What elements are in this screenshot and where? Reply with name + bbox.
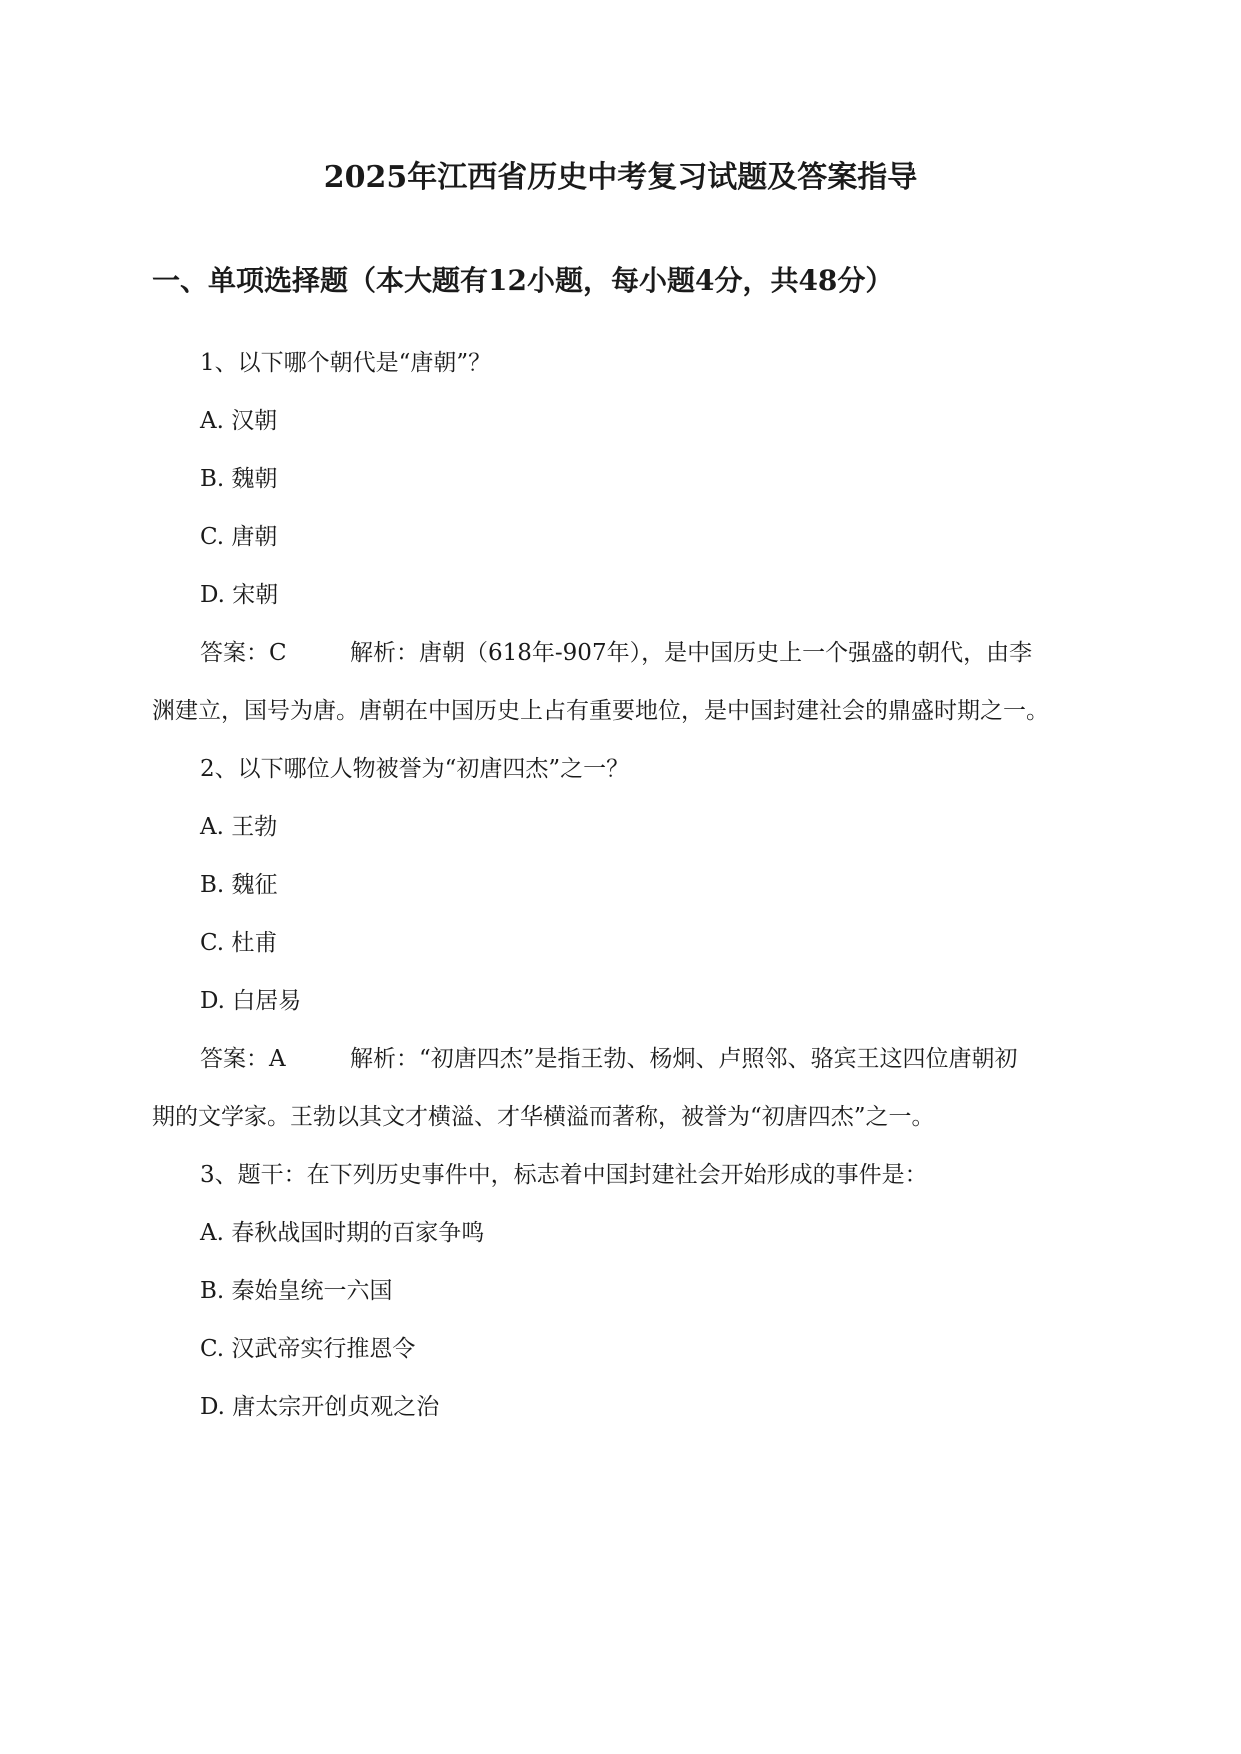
question-1-answer-line xyxy=(200,637,1032,669)
question-2-option-a: A. 王勃 xyxy=(200,814,278,840)
question-1-analysis: 解析：唐朝（618年-907年），是中国历史上一个强盛的朝代，由李 xyxy=(350,640,1033,666)
question-2-answer-line xyxy=(200,1043,1018,1075)
question-2-stem: 2、以下哪位人物被誉为“初唐四杰”之一？ xyxy=(200,756,630,782)
question-3-stem: 3、题干：在下列历史事件中，标志着中国封建社会开始形成的事件是： xyxy=(200,1162,928,1188)
section-title: 一、单项选择题（本大题有12小题，每小题4分，共48分） xyxy=(152,264,894,297)
question-1-stem: 1、以下哪个朝代是“唐朝”？ xyxy=(200,350,492,376)
question-2-analysis-continued: 期的文学家。王勃以其文才横溢、才华横溢而著称，被誉为“初唐四杰”之一。 xyxy=(152,1104,935,1130)
question-1-option-b: B. 魏朝 xyxy=(200,466,278,492)
question-2-analysis: 解析：“初唐四杰”是指王勃、杨炯、卢照邻、骆宾王这四位唐朝初 xyxy=(350,1046,1018,1072)
question-3-option-b: B. 秦始皇统一六国 xyxy=(200,1278,393,1304)
question-1-option-c: C. 唐朝 xyxy=(200,524,278,550)
question-2-option-d: D. 白居易 xyxy=(200,988,302,1014)
question-2-answer: 答案：A xyxy=(200,1046,286,1072)
question-2-option-c: C. 杜甫 xyxy=(200,930,278,956)
question-1-answer: 答案：C xyxy=(200,640,287,666)
question-3-option-a: A. 春秋战国时期的百家争鸣 xyxy=(200,1220,485,1246)
question-3-option-d: D. 唐太宗开创贞观之治 xyxy=(200,1394,440,1420)
question-1-analysis-continued: 渊建立，国号为唐。唐朝在中国历史上占有重要地位，是中国封建社会的鼎盛时期之一。 xyxy=(152,698,1049,724)
question-1-option-d: D. 宋朝 xyxy=(200,582,279,608)
document-title: 2025年江西省历史中考复习试题及答案指导 xyxy=(323,160,918,195)
question-3-option-c: C. 汉武帝实行推恩令 xyxy=(200,1336,416,1362)
question-1-option-a: A. 汉朝 xyxy=(200,408,278,434)
question-2-option-b: B. 魏征 xyxy=(200,872,278,898)
